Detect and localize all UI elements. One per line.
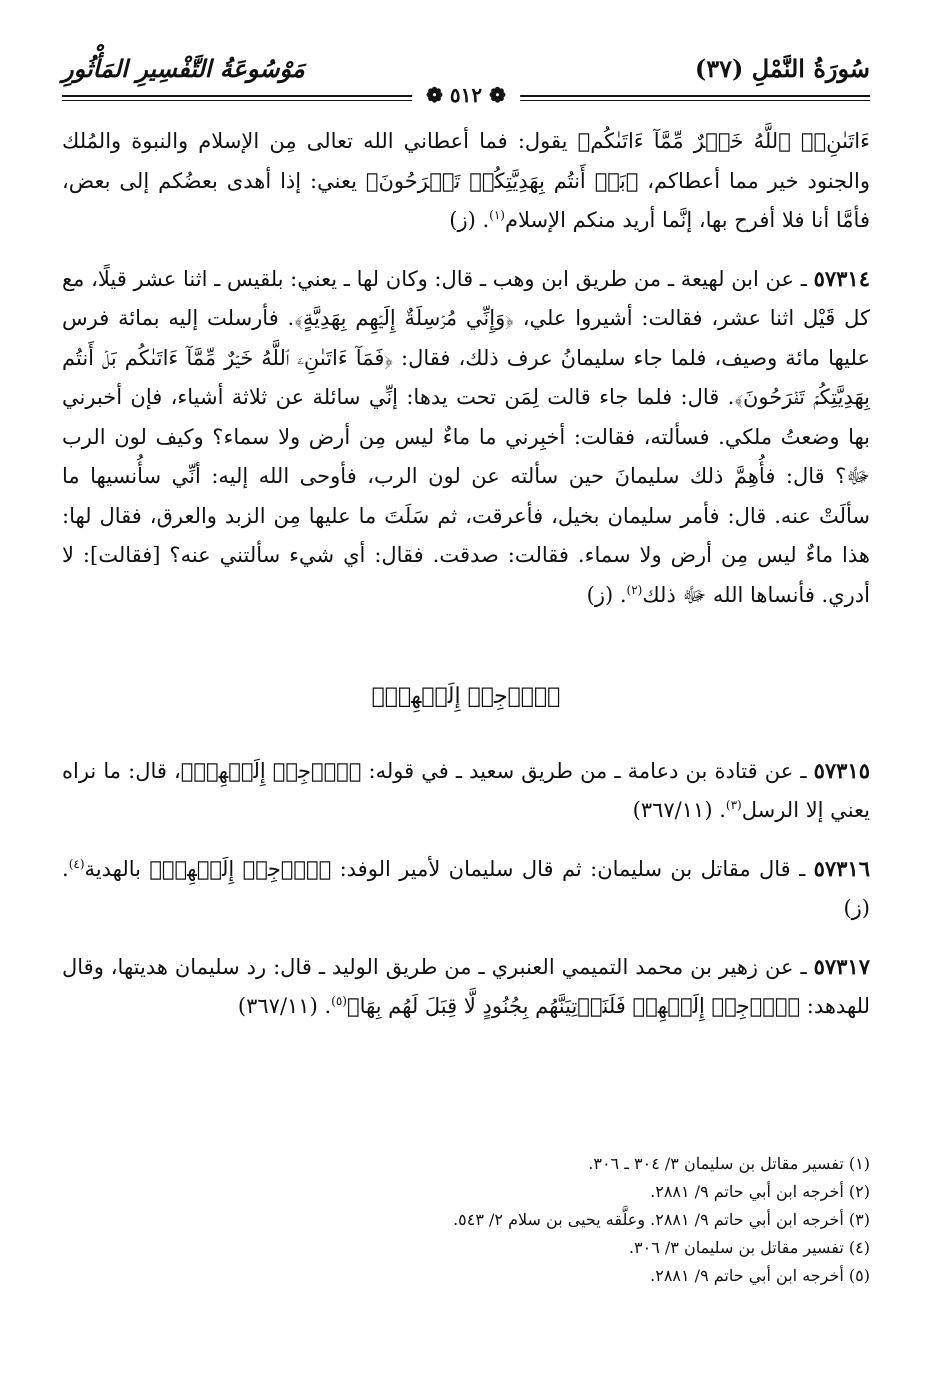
footnote-ref: (٣) <box>725 798 742 812</box>
book-title: مَوْسُوعَةُ التَّفْسِيرِ المَأْثُورِ <box>62 54 305 83</box>
footnote-ref: (٢) <box>626 582 643 597</box>
footnotes <box>62 1150 870 1290</box>
footnote: (٤) تفسير مقاتل بن سليمان ٣/ ٣٠٦. <box>628 1238 870 1257</box>
paragraph: ءَاتَىٰنِۦَ ٱللَّهُ خَيۡرٌ مِّمَّآ ءَاتَىٰكُم﴾ يقول: فما أعطاني الله تعالى مِن الإسلام والنبوة والمُلك والجنود خير مما أعطاكم، ﴿بَلۡ أَنتُم بِهَدِيَّتِكُمۡ تَفۡرَحُونَ﴾ يعني: إذا أهدى بعضُكم إلى بعض، فأمَّا أنا فلا أفرح بها، إنَّما أريد منكم الإسلام$^{(١)}$. (ز) <box>62 129 870 232</box>
section-heading: ﴿ٱرۡجِعۡ إِلَيۡهِمۡ﴾ <box>371 684 561 709</box>
footnote-ref: (٥) <box>331 994 347 1008</box>
page-header <box>62 40 870 110</box>
narration-number: ٥٧٣١٦ <box>813 855 870 881</box>
footnote: (٥) أخرجه ابن أبي حاتم ٩/ ٢٨٨١. <box>650 1266 870 1285</box>
main-text <box>62 122 870 1045</box>
footnote-ref: (١) <box>489 208 505 222</box>
ornament-icon: ❁ <box>489 83 506 107</box>
footnote: (٢) أخرجه ابن أبي حاتم ٩/ ٢٨٨١. <box>650 1182 870 1201</box>
narration-paragraph: ٥٧٣١٤ ـ عن ابن لهيعة ـ من طريق ابن وهب ـ قال: وكان لها ـ يعني: بلقيس ـ اثنا عشر قيلًا، مع كل قَيْل اثنا عشر، فقالت: أشيروا علي، ﴿وَإِنِّي مُرۡسِلَةٌ إِلَيۡهِم بِهَدِيَّةٍ﴾. فأرسلت إليه بمائة فرس عليها مائة وصيف، فلما جاء سليمانُ عرف ذلك، فقال: ﴿فَمَآ ءَاتَىٰنِۦَ ٱللَّهُ خَيۡرٌ مِّمَّآ ءَاتَىٰكُم بَلۡ أَنتُم بِهَدِيَّتِكُمۡ تَفۡرَحُونَ﴾. قال: فلما جاء قالت لِمَن تحت يدها: إنِّي سائلة عن ثلاثة أشياء، فإن أخبرني بها وضعتُ ملكي. فسألته، فقالت: أخبِرني ما ماءٌ ليس مِن أرض ولا سماء؟ وكيف لون الرب ﷻ؟ قال: فأُهِمَّ ذلك سليمانَ حين سألته عن لون الرب، فأوحى الله إليه: أنِّي سأُنسيها ما سألَتْ عنه. قال: فأمر سليمان بخيل، فأعرقت، ثم سَلَتَ ما عليها مِن الزبد والعرق، فقال لها: هذا ماءٌ ليس مِن أرض ولا سماء. فقالت: صدقت. فقال: أي شيء سألتني عنه؟ [فقالت]: لا أدري. فأنساها الله ﷻ ذلك$^{(٢)}$. (ز) <box>62 265 870 607</box>
footnote-ref: (٤) <box>68 856 85 871</box>
narration-paragraph: ٥٧٣١٥ ـ عن قتادة بن دعامة ـ من طريق سعيد ـ في قوله: ﴿ٱرۡجِعۡ إِلَيۡهِمۡ﴾، قال: ما نراه يعني إلا الرسل$^{(٣)}$. (٣٦٧/١١) <box>62 757 870 822</box>
surah-title: سُورَةُ النَّمْلِ (٣٧) <box>694 54 870 83</box>
ornament-icon: ❁ <box>426 83 443 107</box>
narration-paragraph: ٥٧٣١٧ ـ عن زهير بن محمد التميمي العنبري ـ من طريق الوليد ـ قال: رد سليمان هديتها، وقال للهدهد: ﴿ٱرۡجِعۡ إِلَيۡهِمۡ فَلَنَأۡتِيَنَّهُم بِجُنُودٍ لَّا قِبَلَ لَهُم بِهَا﴾$^{(٥)}$. (٣٦٧/١١) <box>62 953 870 1018</box>
page-number: ❁ ٥١٢ ❁ <box>412 83 520 107</box>
footnote: (١) تفسير مقاتل بن سليمان ٣/ ٣٠٤ ـ ٣٠٦. <box>588 1154 870 1173</box>
narration-number: ٥٧٣١٤ <box>813 265 870 291</box>
narration-number: ٥٧٣١٧ <box>813 953 870 979</box>
footnote: (٣) أخرجه ابن أبي حاتم ٩/ ٢٨٨١. وعلَّقه يحيى بن سلام ٢/ ٥٤٣. <box>453 1210 870 1229</box>
narration-paragraph: ٥٧٣١٦ ـ قال مقاتل بن سليمان: ثم قال سليمان لأمير الوفد: ﴿ٱرۡجِعۡ إِلَيۡهِمۡ﴾ بالهدية$^{(٤)}$. (ز) <box>62 855 870 920</box>
narration-number: ٥٧٣١٥ <box>813 757 870 783</box>
